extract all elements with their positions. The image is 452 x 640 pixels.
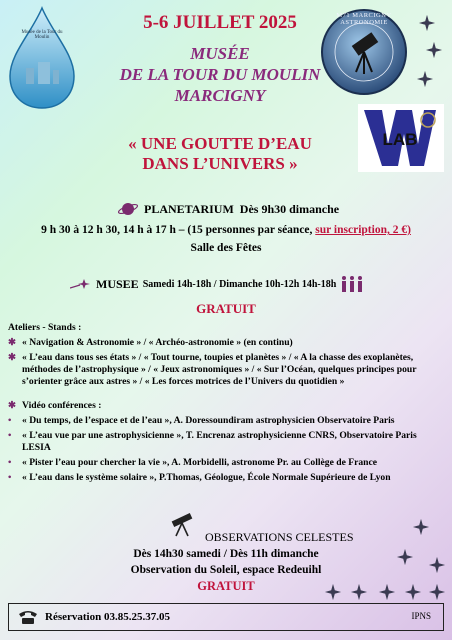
planetarium-heading (118, 200, 339, 218)
list-item: • « Pister l’eau pour chercher la vie », A. Morbidelli, astronome Pr. au Collège de France (8, 457, 378, 468)
telescope-icon (168, 513, 196, 537)
comet-icon (70, 276, 92, 292)
star-icon (425, 41, 443, 64)
musee-gratuit: GRATUIT (196, 301, 256, 316)
asterisk-icon: ✱ (8, 337, 17, 348)
slogan-line2: DANS L’UNIVERS » (142, 154, 298, 173)
event-date: 5-6 JUILLET 2025 (143, 12, 297, 33)
asterisk-icon: ✱ (8, 400, 17, 411)
star-icon (396, 548, 414, 571)
list-item: ✱ « Navigation & Astronomie » / « Archéo-astronomie » (en continu) (8, 337, 293, 348)
observations-line2: Observation du Soleil, espace Redeuihl (130, 564, 322, 576)
list-item: • « L’eau vue par une astrophysicienne », T. Encrenaz astrophysicienne CNRS, Observatoire Paris LESIA (8, 430, 417, 453)
musee-when: Samedi 14h-18h / Dimanche 10h-12h 14h-18h (142, 278, 337, 290)
asterisk-icon: ✱ (8, 352, 17, 363)
list-item: ✱ « L’eau dans tous ses états » / « Tout tourne, toupies et planètes » / « A la chasse des exoplanètes, méthodes de l’astrophysique » / « Jeux astronomiques » / « Sur l’Océan, quelques principes pour s’orienter grâce aux astres » / « Les forces motrices de l’Univers du quotidien » (8, 352, 417, 387)
list-item: • « L’eau dans le système solaire », P.Thomas, Géologue, École Normale Supérieure de Lyon (8, 472, 391, 483)
ateliers-title: Ateliers - Stands : (8, 322, 82, 333)
observations-gratuit: GRATUIT (197, 579, 255, 593)
video-conferences-title: ✱ Vidéo conférences : (8, 400, 102, 411)
star-icon (416, 70, 434, 93)
observations-title: OBSERVATIONS CELESTES (205, 530, 354, 544)
bullet-icon: • (8, 472, 12, 483)
ateliers-section (8, 322, 444, 484)
people-icon (340, 275, 364, 293)
star-icon (428, 556, 446, 579)
musee-heading (70, 275, 364, 293)
planet-icon (118, 200, 138, 218)
drop-logo-text: Musée de la Tour du Moulin (21, 30, 63, 40)
planetarium-title: PLANETARIUM (144, 201, 234, 216)
reservation-box (8, 603, 444, 631)
observations-line1: Dès 14h30 samedi / Dès 11h dimanche (133, 548, 319, 560)
lab-logo-text: LAB (382, 130, 418, 149)
musee-title: MUSEE (96, 276, 139, 291)
phone-icon (17, 609, 39, 625)
slogan-line1: « UNE GOUTTE D’EAU (128, 134, 312, 153)
planetarium-hours (10, 224, 442, 236)
planetarium-hours-text: 9 h 30 à 12 h 30, 14 h à 17 h – (15 personnes par séance, (41, 224, 316, 236)
planetarium-signup: sur inscription, 2 €) (315, 224, 411, 236)
star-icon (412, 518, 430, 541)
reservation-phone: Réservation 03.85.25.37.05 (45, 611, 170, 623)
bullet-icon: • (8, 430, 12, 441)
water-drop-logo (6, 6, 78, 110)
museum-name-line1: MUSÉE (190, 44, 250, 63)
planetarium-place: Salle des Fêtes (190, 242, 262, 254)
bullet-icon: • (8, 415, 12, 426)
museum-name-line3: MARCIGNY (174, 86, 266, 105)
list-item: • « Du temps, de l’espace et de l’eau », A. Doressoundiram astrophysicien Observatoire Paris (8, 415, 395, 426)
star-icon (418, 14, 436, 37)
museum-name-line2: DE LA TOUR DU MOULIN (119, 65, 321, 84)
bullet-icon: • (8, 457, 12, 468)
planetarium-when: Dès 9h30 dimanche (239, 201, 340, 216)
ipns-label: IPNS (411, 611, 431, 621)
club-logo-text: M71 MARCIGNY ASTRONOMIE (336, 12, 392, 26)
lab-logo (358, 104, 444, 172)
